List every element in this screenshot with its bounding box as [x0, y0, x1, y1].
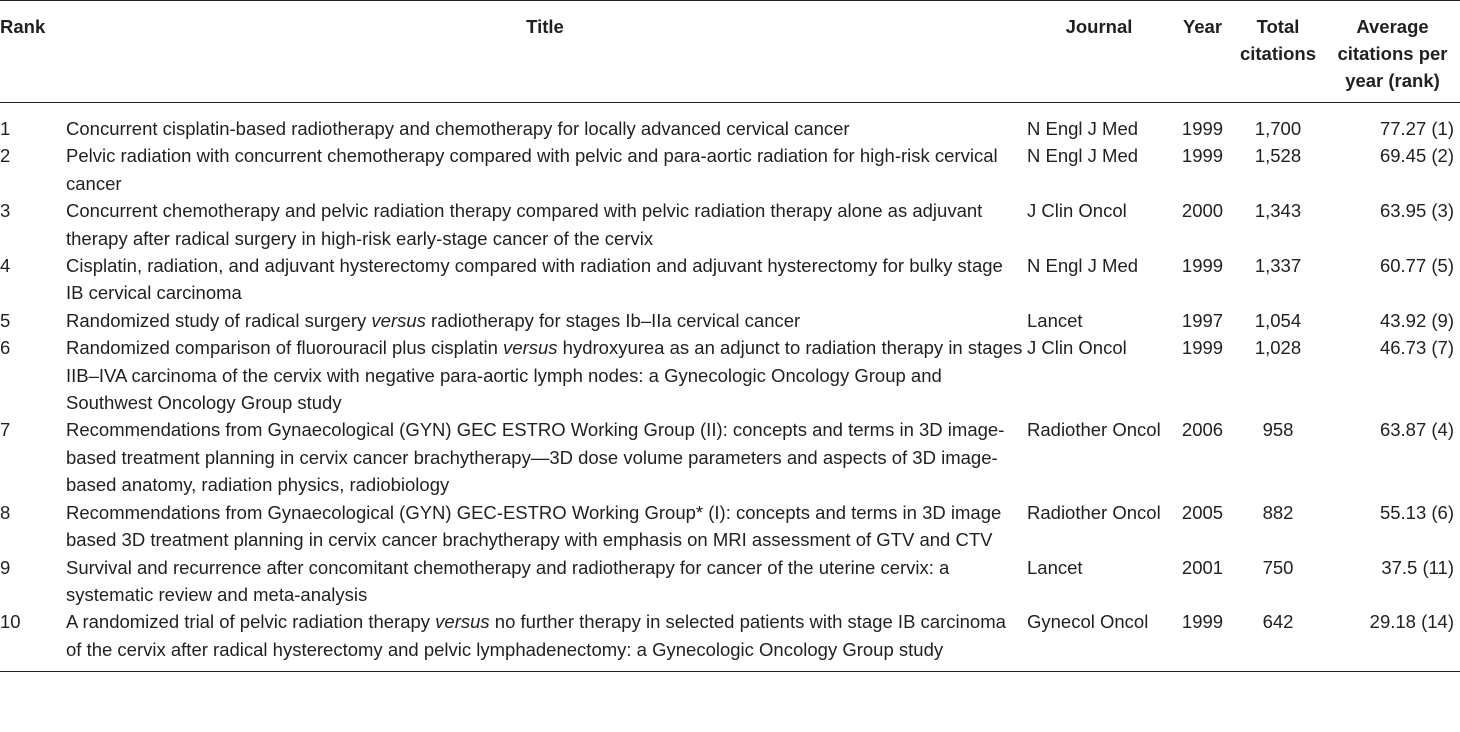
table-row [0, 103, 1460, 143]
table-row [0, 608, 1460, 671]
total-citations-cell: 1,343 [1254, 200, 1302, 222]
title-italic-segment: versus [503, 337, 558, 359]
rank-cell: 1 [0, 118, 11, 139]
journal-cell: N Engl J Med [1027, 145, 1139, 167]
average-citations-cell: 63.95 (3) [1379, 200, 1454, 222]
rank-cell: 6 [0, 337, 11, 359]
total-citations-cell: 882 [1262, 501, 1294, 523]
journal-cell: Radiother Oncol [1027, 501, 1161, 523]
header-rank: Rank [0, 1, 66, 103]
rank-cell: 7 [0, 419, 11, 441]
total-citations-cell: 1,054 [1254, 309, 1302, 331]
year-cell: 2005 [1181, 501, 1224, 523]
title-segment: Randomized study of radical surgery [66, 309, 372, 331]
rank-cell: 4 [0, 255, 11, 277]
title-segment: Survival and recurrence after concomitant chemotherapy and radiotherapy for cancer of the uterine cervix: a systematic review and meta-analysis [66, 556, 950, 605]
rank-cell: 3 [0, 200, 11, 222]
header-year: Year [1174, 1, 1231, 103]
header-journal: Journal [1024, 1, 1174, 103]
year-cell: 1997 [1181, 309, 1224, 331]
year-cell: 2006 [1181, 419, 1224, 441]
total-citations-cell: 1,700 [1254, 118, 1302, 139]
year-cell: 1999 [1181, 145, 1224, 167]
title-cell [66, 103, 1024, 143]
rank-cell: 9 [0, 556, 11, 578]
title-cell [66, 554, 1024, 609]
title-segment: Cisplatin, radiation, and adjuvant hysterectomy compared with radiation and adjuvant hysterectomy for bulky stage IB cervical carcinoma [66, 255, 1003, 304]
year-cell: 2001 [1181, 556, 1224, 578]
rank-cell: 8 [0, 501, 11, 523]
journal-cell: Lancet [1027, 309, 1083, 331]
table-header [0, 1, 1460, 103]
title-italic-segment: versus [435, 611, 490, 633]
table-row [0, 307, 1460, 334]
average-citations-cell: 37.5 (11) [1381, 556, 1454, 578]
journal-cell: N Engl J Med [1027, 118, 1139, 139]
title-segment: Recommendations from Gynaecological (GYN) GEC-ESTRO Working Group* (I): concepts and terms in 3D image based 3D treatment planning in cervix cancer brachytherapy with emphasis on MRI assessment of GTV and CTV [66, 501, 1002, 551]
average-citations-cell: 63.87 (4) [1379, 419, 1454, 441]
table-row [0, 416, 1460, 498]
title-cell [66, 608, 1024, 671]
title-cell [66, 334, 1024, 416]
average-citations-cell: 46.73 (7) [1379, 337, 1454, 359]
header-row [0, 1, 1460, 103]
title-cell [66, 252, 1024, 307]
table-row [0, 499, 1460, 554]
title-segment: Randomized comparison of fluorouracil plus cisplatin [66, 337, 504, 359]
total-citations-cell: 1,337 [1254, 255, 1302, 277]
journal-cell: Gynecol Oncol [1024, 608, 1174, 671]
average-citations-cell: 69.45 (2) [1379, 145, 1454, 167]
title-segment: hydroxyurea as an adjunct to radiation therapy in stages IIB–IVA carcinoma of the cervix with negative para-aortic lymph nodes: a Gynecologic Oncology Group and Southwest Oncology Group study [66, 337, 1023, 414]
year-cell: 1999 [1174, 608, 1231, 671]
year-cell: 2000 [1181, 200, 1224, 222]
header-average-citations: Average citations per year (rank) [1325, 1, 1460, 103]
table-row [0, 142, 1460, 197]
title-segment: no further therapy in selected patients with stage IB carcinoma of the cervix after radical hysterectomy and pelvic lymphadenectomy: a Gynecologic Oncology Group study [66, 611, 1006, 660]
journal-cell: J Clin Oncol [1027, 337, 1127, 359]
title-italic-segment: versus [371, 309, 426, 331]
title-segment: A randomized trial of pelvic radiation therapy [66, 611, 436, 633]
header-title: Title [66, 1, 1024, 103]
average-citations-cell: 29.18 (14) [1325, 608, 1460, 671]
total-citations-cell: 750 [1262, 556, 1294, 578]
rank-cell: 2 [0, 145, 11, 167]
title-segment: Pelvic radiation with concurrent chemotherapy compared with pelvic and para-aortic radiation for high-risk cervical cancer [66, 145, 998, 194]
rank-cell: 5 [0, 309, 11, 331]
total-citations-cell: 1,528 [1254, 145, 1302, 167]
total-citations-cell: 642 [1231, 608, 1325, 671]
title-segment: Concurrent chemotherapy and pelvic radiation therapy compared with pelvic radiation therapy alone as adjuvant therapy after radical surgery in high-risk early-stage cancer of the cervix [66, 200, 983, 249]
title-cell [66, 197, 1024, 252]
year-cell: 1999 [1181, 118, 1224, 139]
average-citations-cell: 60.77 (5) [1379, 255, 1454, 277]
journal-cell: Lancet [1027, 556, 1083, 578]
year-cell: 1999 [1181, 337, 1224, 359]
rank-cell: 10 [0, 608, 66, 671]
table-row [0, 252, 1460, 307]
title-segment: Concurrent cisplatin-based radiotherapy and chemotherapy for locally advanced cervical cancer [66, 118, 850, 139]
table-row [0, 197, 1460, 252]
journal-cell: Radiother Oncol [1027, 419, 1161, 441]
average-citations-cell: 55.13 (6) [1379, 501, 1454, 523]
average-citations-cell: 77.27 (1) [1379, 118, 1454, 139]
total-citations-cell: 958 [1262, 419, 1294, 441]
table-body [0, 103, 1460, 672]
header-total-citations: Total citations [1231, 1, 1325, 103]
journal-cell: N Engl J Med [1027, 255, 1139, 277]
year-cell: 1999 [1181, 255, 1224, 277]
average-citations-cell: 43.92 (9) [1379, 309, 1454, 331]
table-row [0, 334, 1460, 416]
total-citations-cell: 1,028 [1254, 337, 1302, 359]
title-cell [66, 416, 1024, 498]
title-cell [66, 499, 1024, 554]
table-row [0, 554, 1460, 609]
title-cell [66, 142, 1024, 197]
journal-cell: J Clin Oncol [1027, 200, 1127, 222]
title-segment: radiotherapy for stages Ib–IIa cervical cancer [425, 309, 801, 331]
title-cell [66, 307, 1024, 334]
title-segment: Recommendations from Gynaecological (GYN) GEC ESTRO Working Group (II): concepts and terms in 3D image-based treatment planning in cervix cancer brachytherapy—3D dose volume parameters and aspects of 3D image-based anatomy, radiation physics, radiobiology [66, 419, 1005, 496]
